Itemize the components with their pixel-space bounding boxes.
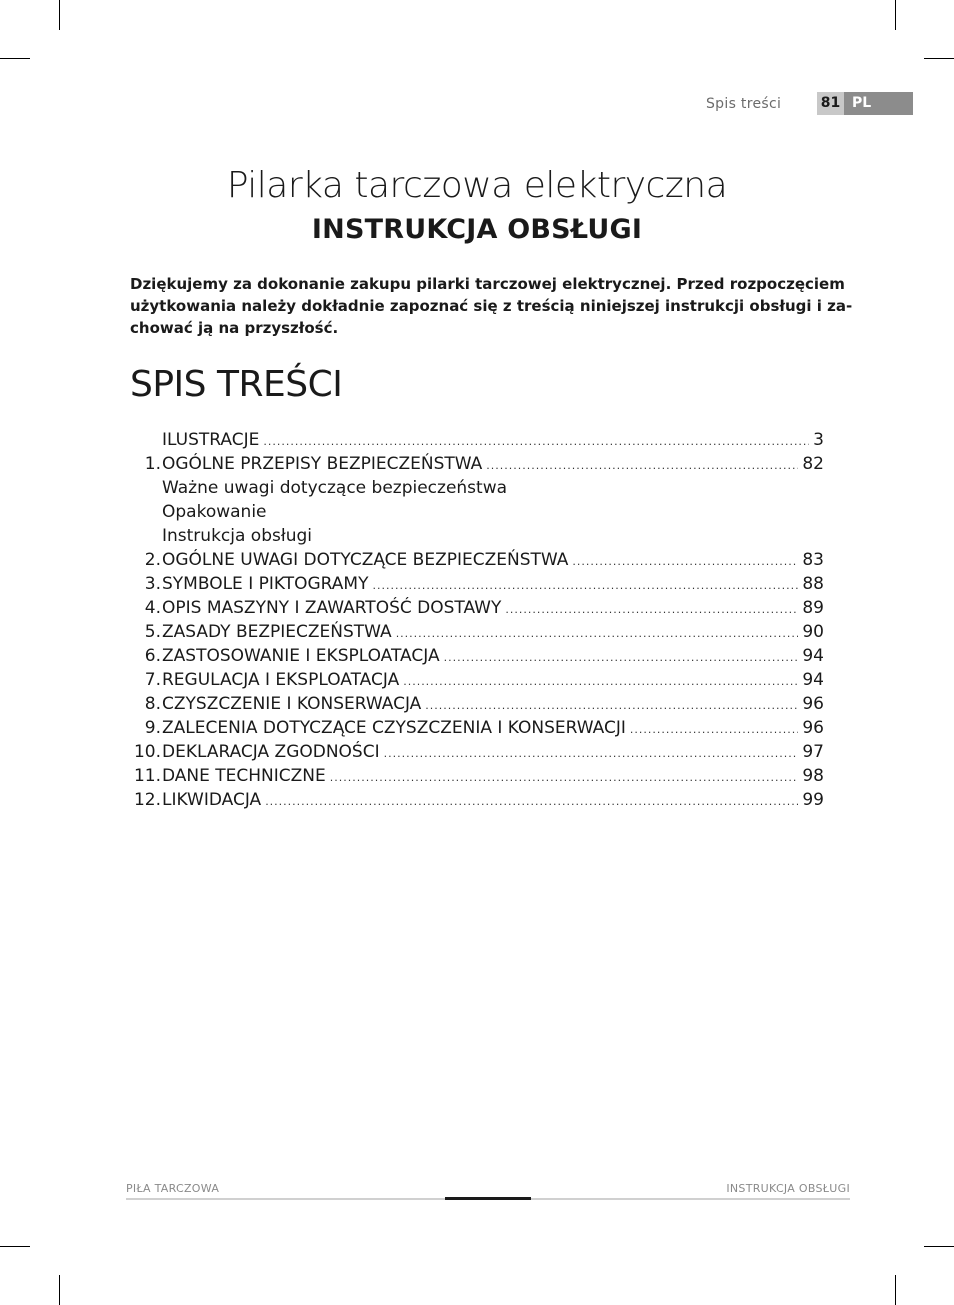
toc-entry [130, 764, 824, 788]
toc-page: 96 [802, 694, 824, 714]
toc-page: 97 [802, 742, 824, 762]
footer-document-name: INSTRUKCJA OBSŁUGI [726, 1182, 850, 1195]
toc-leader-dots [384, 742, 799, 766]
toc-number: 11. [133, 766, 161, 786]
toc-leader-dots [330, 766, 799, 790]
crop-mark [0, 58, 30, 59]
header-section-title: Spis treści [706, 96, 782, 112]
toc-title: DANE TECHNICZNE [162, 766, 326, 786]
toc-page: 88 [802, 574, 824, 594]
toc-number: 7. [144, 670, 161, 690]
toc-leader-dots [372, 574, 798, 598]
toc-number: 10. [133, 742, 161, 762]
toc-entry [130, 428, 824, 452]
toc-title: Opakowanie [162, 502, 267, 522]
toc-heading: SPIS TREŚCI [130, 364, 343, 405]
toc-page: 94 [802, 670, 824, 690]
toc-entry [130, 572, 824, 596]
toc-leader-dots [263, 430, 809, 454]
toc-page: 83 [802, 550, 824, 570]
toc-page: 99 [802, 790, 824, 810]
toc-title: ZASADY BEZPIECZEŃSTWA [162, 622, 392, 642]
toc-entry [130, 716, 824, 740]
toc-title: Instrukcja obsługi [162, 526, 312, 546]
crop-mark [895, 1275, 896, 1305]
document-title: Pilarka tarczowa elektryczna [226, 165, 728, 206]
toc-leader-dots [265, 790, 798, 814]
toc-leader-dots [396, 622, 799, 646]
toc-leader-dots [425, 694, 798, 718]
toc-entry [130, 668, 824, 692]
page-tab [817, 92, 913, 115]
toc-title: LIKWIDACJA [162, 790, 262, 810]
toc-number: 5. [144, 622, 161, 642]
toc-leader-dots [630, 718, 798, 742]
toc-leader-dots [486, 454, 798, 478]
crop-mark [59, 1275, 60, 1305]
toc-number: 4. [144, 598, 161, 618]
toc-subentry [130, 524, 824, 548]
toc-page: 96 [802, 718, 824, 738]
crop-mark [924, 1246, 954, 1247]
crop-mark [895, 0, 896, 30]
toc-number: 1. [144, 454, 161, 474]
toc-title: OGÓLNE UWAGI DOTYCZĄCE BEZPIECZEŃSTWA [162, 550, 569, 570]
document-subtitle: INSTRUKCJA OBSŁUGI [311, 214, 643, 245]
toc-title: OPIS MASZYNY I ZAWARTOŚĆ DOSTAWY [162, 598, 502, 618]
intro-line: chować ją na przyszłość. [130, 319, 339, 337]
intro-line: Dziękujemy za dokonanie zakupu pilarki tarczowej elektrycznej. Przed rozpoczęciem [130, 275, 845, 293]
toc-title: DEKLARACJA ZGODNOŚCI [162, 742, 380, 762]
toc-number: 2. [144, 550, 161, 570]
language-tab: PL [844, 92, 913, 115]
toc-entry [130, 620, 824, 644]
toc-subentry [130, 500, 824, 524]
toc-leader-dots [572, 550, 798, 574]
toc-leader-dots [444, 646, 799, 670]
toc-page: 98 [802, 766, 824, 786]
toc-title: OGÓLNE PRZEPISY BEZPIECZEŃSTWA [162, 454, 483, 474]
intro-line: użytkowania należy dokładnie zapoznać się z treścią niniejszej instrukcji obsługi i za- [130, 297, 853, 315]
table-of-contents [130, 428, 824, 812]
crop-mark [59, 0, 60, 30]
toc-title: CZYSZCZENIE I KONSERWACJA [162, 694, 422, 714]
toc-page: 90 [802, 622, 824, 642]
toc-page: 94 [802, 646, 824, 666]
toc-number: 6. [144, 646, 161, 666]
toc-page: 82 [802, 454, 824, 474]
toc-title: ILUSTRACJE [162, 430, 260, 450]
toc-leader-dots [505, 598, 798, 622]
toc-number: 8. [144, 694, 161, 714]
toc-page: 3 [813, 430, 824, 450]
toc-entry [130, 548, 824, 572]
crop-mark [0, 1246, 30, 1247]
page-number: 81 [817, 92, 844, 115]
toc-page: 89 [802, 598, 824, 618]
toc-number: 12. [133, 790, 161, 810]
toc-title: REGULACJA I EKSPLOATACJA [162, 670, 400, 690]
footer-divider-accent [445, 1197, 531, 1200]
toc-entry [130, 596, 824, 620]
toc-leader-dots [403, 670, 798, 694]
toc-entry [130, 788, 824, 812]
toc-title: Ważne uwagi dotyczące bezpieczeństwa [162, 478, 508, 498]
toc-title: ZASTOSOWANIE I EKSPLOATACJA [162, 646, 440, 666]
toc-number: 9. [144, 718, 161, 738]
intro-paragraph [130, 273, 853, 339]
crop-mark [924, 58, 954, 59]
toc-entry [130, 740, 824, 764]
toc-entry [130, 692, 824, 716]
footer-product-name: PIŁA TARCZOWA [126, 1182, 220, 1195]
toc-title: SYMBOLE I PIKTOGRAMY [162, 574, 369, 594]
toc-title: ZALECENIA DOTYCZĄCE CZYSZCZENIA I KONSERWACJI [162, 718, 626, 738]
toc-number: 3. [144, 574, 161, 594]
toc-entry [130, 644, 824, 668]
toc-entry [130, 452, 824, 476]
toc-subentry [130, 476, 824, 500]
